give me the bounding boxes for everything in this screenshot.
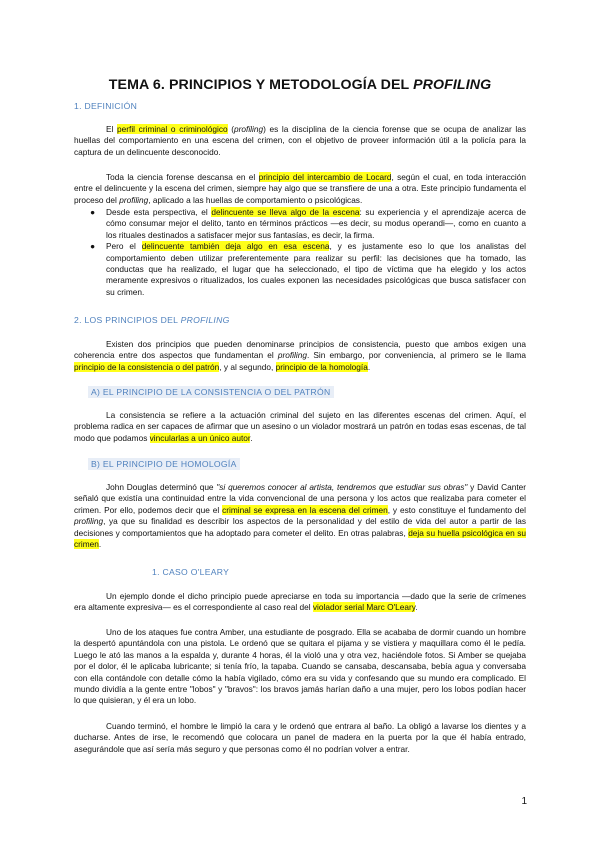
text-run: , según el cual, en toda interacción entre el delincuente y la escena del crimen, siempre hay algo que se transfiere de una a otra. Este principio fundamenta el proceso del — [74, 172, 526, 205]
title-main: TEMA 6. PRINCIPIOS Y METODOLOGÍA DEL — [108, 77, 414, 93]
paragraph-locard — [74, 172, 526, 206]
bullet-icon: ● — [90, 207, 96, 217]
text-run: John Douglas determinó que — [106, 482, 217, 492]
highlight: delincuente también deja algo en esa escena — [141, 241, 330, 252]
highlight: perfil criminal o criminológico — [117, 124, 228, 134]
italic-term: profiling — [74, 516, 104, 527]
text-run: . — [415, 602, 418, 613]
highlight: delincuente se lleva algo de la escena — [211, 207, 360, 217]
text-run: , aplicado a las huellas de comportamiento o psicológicas. — [148, 194, 363, 205]
text-run: Existen dos principios que pueden denominarse principios de consistencia, puesto que ambos exigen una coherencia entre dos aspectos que fundamentan el — [74, 339, 526, 361]
highlight: deja su huella psicológica en su crimen — [74, 527, 526, 550]
text-run: Desde esta perspectiva, el — [106, 207, 212, 217]
title-italic: PROFILING — [413, 77, 492, 93]
italic-term: profiling — [119, 194, 149, 205]
paragraph-consistencia — [74, 410, 526, 444]
list-item — [90, 241, 526, 298]
text-run: . — [98, 539, 102, 550]
highlight: violador serial Marc O'Leary — [312, 602, 416, 613]
section-heading-principios — [74, 315, 230, 325]
paragraph-principios — [74, 339, 526, 373]
italic-term: profiling — [277, 350, 307, 361]
list-item — [90, 207, 526, 241]
heading-italic: PROFILING — [180, 315, 230, 325]
text-run: El — [106, 124, 118, 134]
text-run: ( — [227, 124, 235, 134]
text-run: . — [250, 432, 253, 443]
text-run: . Sin embargo, por conveniencia, al primero se le llama — [306, 350, 526, 361]
bullet-list — [90, 207, 526, 298]
page-title — [0, 77, 600, 93]
subheading-consistencia: A) EL PRINCIPIO DE LA CONSISTENCIA O DEL PATRÓN — [88, 386, 334, 398]
paragraph-cuando-termino: Cuando terminó, el hombre le limpió la cara y le ordenó que entrara al baño. La obligó a lavarse los dientes y a ducharse. Antes de irse, le recomendó que colocara un panel de madera en la puerta por la que él había entrado, asegurándole que así sería más seguro y que personas como él no podrían volver a entrar. — [74, 721, 526, 754]
highlight: vincularlas a un único autor — [149, 432, 251, 443]
page-number: 1 — [521, 796, 527, 807]
italic-term: profiling — [234, 124, 264, 134]
text-run: Pero el — [106, 241, 142, 252]
highlight: criminal se expresa en la escena del crimen — [222, 504, 388, 515]
paragraph-amber: Uno de los ataques fue contra Amber, una estudiante de posgrado. Ella se acababa de dormir cuando un hombre la despertó apuntándola con una pistola. Le ordenó que se quitara el pijama y se vistiera y maquillara como él le pedía. Luego le ató las manos a la espalda y, durante 4 horas, él la violó una y otra vez, haciéndole fotos. Si Amber se quejaba por el dolor, él le aplicaba lubricante; si tenía frío, la tapaba. Cuando se cansaba, descansaba, bebía agua y conversaba con ella contándole con detalle cómo la había vigilado, cómo era su vida y confesando que su mundo era complicado. El mundo dividía a la gente entre "lobos" y "bravos": los bravos jamás harían daño a una mujer, pero los lobos podían hacer lo que quisieran, y él era un lobo. — [74, 627, 526, 706]
heading-text: 2. LOS PRINCIPIOS DEL — [74, 315, 181, 325]
text-run: y David Canter señaló que existía una continuidad entre la vida convencional de una persona y los actos que realizaba para cometer el crimen. Por ello, podemos decir que el — [74, 482, 527, 515]
text-run: ) es la disciplina de la ciencia forense que se ocupa de analizar las huellas del comportamiento en una escena del crimen, con el objetivo de proveer información útil a la policía para la captura de un delincuente desconocido. — [74, 124, 526, 157]
bullet-icon: ● — [90, 241, 96, 252]
section-heading-definicion: 1. DEFINICIÓN — [74, 101, 138, 111]
highlight: principio del intercambio de Locard — [258, 172, 392, 182]
text-run: Un ejemplo donde el dicho principio puede apreciarse en toda su importancia —dado que la serie de crímenes era altamente expresiva— es el correspondiente al caso real del — [74, 591, 526, 613]
highlight: principio de la homología — [275, 361, 368, 372]
text-run: , y es justamente eso lo que los analistas del comportamiento deben utilizar preferentemente para realizar su perfil: las decisiones que ha tomado, las conductas que ha realizado, el lugar que ha seleccionado, el tipo de víctima que ha elegido y los actos meramente expresivos o ritualizados, los cuales exponen las necesidades psicológicas que busca satisfacer con su crimen. — [106, 241, 526, 297]
subheading-caso-oleary: 1. CASO O'LEARY — [152, 567, 230, 577]
text-run: Toda la ciencia forense descansa en el — [106, 172, 259, 182]
text-run: : su experiencia y el aprendizaje acerca de cómo consumar mejor el delito, tanto en términos prácticos —es decir, su modus operandi—, como en cuanto a los rituales destinados a satisfacer mejor sus fantasías, es decir, la firma. — [106, 207, 526, 240]
highlight: principio de la consistencia o del patrón — [74, 361, 220, 372]
paragraph-ejemplo — [74, 591, 526, 614]
paragraph-homologia — [74, 482, 526, 550]
italic-quote: "si queremos conocer al artista, tendremos que estudiar sus obras" — [216, 482, 468, 492]
text-run: La consistencia se refiere a la actuación criminal del sujeto en las diferentes escenas del crimen. Aquí, el problema radica en ser capaces de afirmar que un asesino o un violador mostrará un patrón en todas esas escenas, de tal modo que podamos — [74, 410, 526, 443]
text-run: , y esto constituye el fundamento del — [387, 504, 526, 515]
text-run: , y al segundo, — [219, 361, 276, 372]
paragraph-definicion — [74, 124, 526, 158]
text-run: , ya que su finalidad es describir los aspectos de la personalidad y del estilo de vida del autor a partir de las decisiones y comportamientos que ha adoptado para cometer el delito. En otras palabras, — [74, 516, 526, 538]
subheading-homologia: B) EL PRINCIPIO DE HOMOLOGÍA — [88, 458, 240, 470]
text-run: . — [367, 361, 371, 372]
